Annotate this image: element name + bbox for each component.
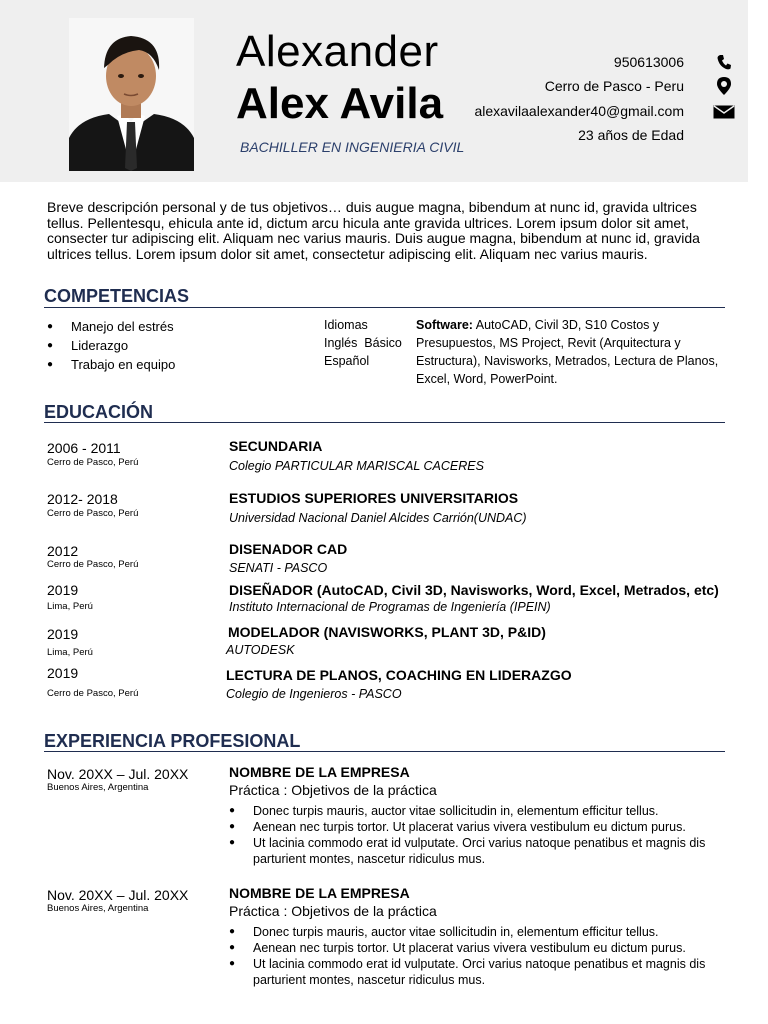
bullet-text: Aenean nec turpis tortor. Ut placerat varius vivera vestibulum eu dictum purus.	[253, 941, 686, 955]
bullet-icon: ●	[47, 340, 54, 351]
bullet-text: Aenean nec turpis tortor. Ut placerat varius vivera vestibulum eu dictum purus.	[253, 820, 686, 834]
location-text: Cerro de Pasco - Peru	[544, 78, 684, 94]
envelope-icon	[712, 103, 736, 121]
education-years: 2012	[47, 543, 79, 559]
bullet-icon: ●	[229, 805, 236, 816]
experience-role: Práctica : Objetivos de la práctica	[229, 903, 437, 919]
skill-label: Manejo del estrés	[71, 319, 174, 334]
bullet-icon: ●	[47, 359, 54, 370]
full-name: Alex Avila	[236, 79, 444, 128]
skill-label: Trabajo en equipo	[71, 357, 176, 372]
list-item	[229, 835, 729, 867]
list-item	[47, 336, 175, 355]
education-years: 2006 - 2011	[47, 440, 121, 456]
language-item: Español	[324, 354, 370, 368]
software-text: AutoCAD, Civil 3D, S10 Costos y Presupuestos, MS Project, Revit (Arquitectura y Estructura), Navisworks, Metrados, Lectura de Planos, Excel, Word, PowerPoint.	[416, 318, 719, 386]
experience-bullets	[229, 924, 729, 988]
list-item	[229, 803, 729, 819]
section-divider	[44, 422, 725, 423]
list-item	[229, 956, 729, 988]
education-title: ESTUDIOS SUPERIORES UNIVERSITARIOS	[229, 490, 519, 506]
education-location: Cerro de Pasco, Perú	[47, 508, 139, 519]
bullet-text: Donec turpis mauris, auctor vitae sollicitudin in, elementum efficitur tellus.	[253, 804, 659, 818]
language-item: Inglés Básico	[324, 336, 402, 350]
section-title-experiencia: EXPERIENCIA PROFESIONAL	[44, 731, 301, 751]
education-location: Cerro de Pasco, Perú	[47, 457, 139, 468]
section-title-educacion: EDUCACIÓN	[44, 402, 154, 422]
education-years: 2019	[47, 665, 79, 681]
education-institution: Universidad Nacional Daniel Alcides Carrión(UNDAC)	[229, 511, 527, 525]
bullet-text: Ut lacinia commodo erat id vulputate. Orci varius natoque penatibus et magnis dis parturient montes, nascetur ridiculus mus.	[253, 836, 706, 866]
education-location: Lima, Perú	[47, 601, 93, 612]
education-location: Cerro de Pasco, Perú	[47, 559, 139, 570]
software-label: Software:	[416, 318, 473, 332]
phone-number: 950613006	[613, 54, 684, 70]
experience-location: Buenos Aires, Argentina	[47, 903, 149, 914]
section-title-competencias: COMPETENCIAS	[44, 286, 190, 306]
experience-dates: Nov. 20XX – Jul. 20XX	[47, 887, 189, 903]
education-location: Cerro de Pasco, Perú	[47, 688, 139, 699]
skill-label: Liderazgo	[71, 338, 129, 353]
education-title: LECTURA DE PLANOS, COACHING EN LIDERAZGO	[226, 667, 572, 683]
section-divider	[44, 307, 725, 308]
profile-photo	[69, 18, 194, 171]
education-title: DISEÑADOR (AutoCAD, Civil 3D, Navisworks, Word, Excel, Metrados, etc)	[229, 582, 719, 598]
experience-role: Práctica : Objetivos de la práctica	[229, 782, 437, 798]
location-pin-icon	[712, 77, 736, 95]
bullet-icon: ●	[47, 321, 54, 332]
age-text: 23 años de Edad	[578, 127, 684, 143]
education-years: 2019	[47, 582, 79, 598]
experience-company: NOMBRE DE LA EMPRESA	[229, 885, 410, 901]
list-item	[47, 355, 175, 374]
professional-title: BACHILLER EN INGENIERIA CIVIL	[240, 139, 465, 155]
education-title: SECUNDARIA	[229, 438, 323, 454]
languages-block	[324, 316, 402, 370]
experience-company: NOMBRE DE LA EMPRESA	[229, 764, 410, 780]
email-link[interactable]: alexavilaalexander40@gmail.com	[474, 103, 684, 119]
bullet-icon: ●	[229, 958, 236, 969]
list-item	[229, 924, 729, 940]
first-name: Alexander	[236, 27, 439, 76]
education-institution: Colegio de Ingenieros - PASCO	[226, 687, 402, 701]
personal-summary: Breve descripción personal y de tus objetivos… duis augue magna, bibendum at nunc id, gravida ultrices tellus. Pellentesqu, ehicula ante id, dictum arcu hicula ante gravida ultrices. Lorem ipsum dolor sit amet, consecter tur adipiscing elit. Aliquam nec varius mauris. Duis augue magna, bibendum at nunc id, gravida ultrices tellus. Lorem ipsum dolor sit amet, consectetur adipiscing elit. Aliquam nec varius mauris.	[47, 199, 700, 262]
phone-icon	[712, 53, 736, 71]
education-location: Lima, Perú	[47, 647, 93, 658]
bullet-icon: ●	[229, 821, 236, 832]
bullet-icon: ●	[229, 926, 236, 937]
experience-dates: Nov. 20XX – Jul. 20XX	[47, 766, 189, 782]
bullet-text: Donec turpis mauris, auctor vitae sollicitudin in, elementum efficitur tellus.	[253, 925, 659, 939]
education-title: MODELADOR (NAVISWORKS, PLANT 3D, P&ID)	[228, 624, 546, 640]
bullet-icon: ●	[229, 942, 236, 953]
education-years: 2012- 2018	[47, 491, 118, 507]
experience-location: Buenos Aires, Argentina	[47, 782, 149, 793]
bullet-text: Ut lacinia commodo erat id vulputate. Orci varius natoque penatibus et magnis dis parturient montes, nascetur ridiculus mus.	[253, 957, 706, 987]
education-institution: Instituto Internacional de Programas de Ingeniería (IPEIN)	[229, 600, 551, 614]
education-title: DISENADOR CAD	[229, 541, 348, 557]
list-item	[229, 940, 729, 956]
skills-list	[47, 317, 175, 374]
bullet-icon: ●	[229, 837, 236, 848]
software-block	[416, 316, 731, 388]
education-institution: Colegio PARTICULAR MARISCAL CACERES	[229, 459, 484, 473]
list-item	[47, 317, 175, 336]
education-institution: AUTODESK	[226, 643, 295, 657]
list-item	[229, 819, 729, 835]
profile-portrait-image	[69, 18, 194, 171]
languages-label: Idiomas	[324, 318, 368, 332]
education-institution: SENATI - PASCO	[229, 561, 328, 575]
education-years: 2019	[47, 626, 79, 642]
header-band	[0, 0, 748, 182]
experience-bullets	[229, 803, 729, 867]
section-divider	[44, 751, 725, 752]
